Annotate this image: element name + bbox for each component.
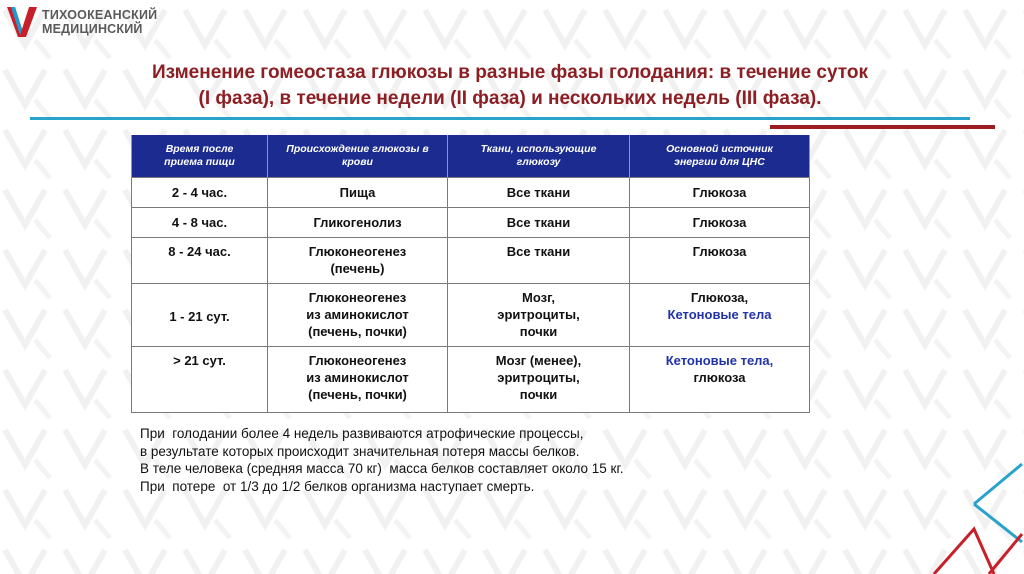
page-title-line2: (I фаза), в течение недели (II фаза) и нескольких недель (III фаза). <box>198 88 822 109</box>
header-origin: Происхождение глюкозы в крови <box>268 135 448 178</box>
note-line: в результате которых происходит значительная потеря массы белков. <box>140 443 580 459</box>
cell-time: 2 - 4 час. <box>132 178 268 208</box>
data-table <box>131 135 810 413</box>
header-cns-source: Основной источник энергии для ЦНС <box>630 135 810 178</box>
note-line: При потере от 1/3 до 1/2 белков организма наступает смерть. <box>140 478 535 494</box>
note-line: При голодании более 4 недель развиваются атрофические процессы, <box>140 426 584 441</box>
cell-tissues: Мозг, эритроциты, почки <box>448 284 630 346</box>
ketone-bodies-text: Кетоновые тела <box>667 307 772 323</box>
cell-time: 8 - 24 час. <box>132 238 268 284</box>
fasting-phases-table <box>131 135 809 413</box>
university-name-line2: МЕДИЦИНСКИЙ <box>42 22 143 36</box>
cell-origin: Глюконеогенез из аминокислот (печень, почки) <box>268 346 448 412</box>
table-row <box>132 178 810 208</box>
cell-origin: Гликогенолиз <box>268 208 448 238</box>
ketone-bodies-text: Кетоновые тела, <box>665 352 774 368</box>
cell-tissues: Все ткани <box>448 238 630 284</box>
table-row <box>132 346 810 412</box>
university-name-line1: ТИХООКЕАНСКИЙ <box>42 8 158 22</box>
cell-tissues: Все ткани <box>448 178 630 208</box>
page-title <box>60 60 960 112</box>
cell-time: > 21 сут. <box>132 346 268 412</box>
university-logo <box>5 4 157 40</box>
cell-source: Глюкоза, Кетоновые тела <box>630 284 810 346</box>
cell-time: 4 - 8 час. <box>132 208 268 238</box>
header-tissues: Ткани, использующие глюкозу <box>448 135 630 178</box>
table-row <box>132 238 810 284</box>
cell-origin: Глюконеогенез (печень) <box>268 238 448 284</box>
cell-source: Кетоновые тела, глюкоза <box>630 346 810 412</box>
table-row <box>132 284 810 346</box>
cell-origin: Глюконеогенез из аминокислот (печень, почки) <box>268 284 448 346</box>
cell-time: 1 - 21 сут. <box>132 284 268 346</box>
note-text <box>140 425 840 495</box>
decorative-corner-lines <box>914 434 1024 574</box>
cell-source: Глюкоза <box>630 208 810 238</box>
cell-source: Глюкоза <box>630 238 810 284</box>
title-underline-blue <box>30 117 970 120</box>
title-underline-red <box>770 125 995 129</box>
table-row <box>132 208 810 238</box>
university-logo-icon <box>5 5 39 39</box>
page-title-line1: Изменение гомеостаза глюкозы в разные фазы голодания: в течение суток <box>152 62 868 83</box>
cell-source: Глюкоза <box>630 178 810 208</box>
cell-origin: Пища <box>268 178 448 208</box>
header-time: Время после приема пищи <box>132 135 268 178</box>
cell-tissues: Мозг (менее), эритроциты, почки <box>448 346 630 412</box>
table-header-row <box>132 135 810 178</box>
university-name <box>42 8 157 36</box>
cell-tissues: Все ткани <box>448 208 630 238</box>
note-line: В теле человека (средняя масса 70 кг) масса белков составляет около 15 кг. <box>140 461 624 476</box>
